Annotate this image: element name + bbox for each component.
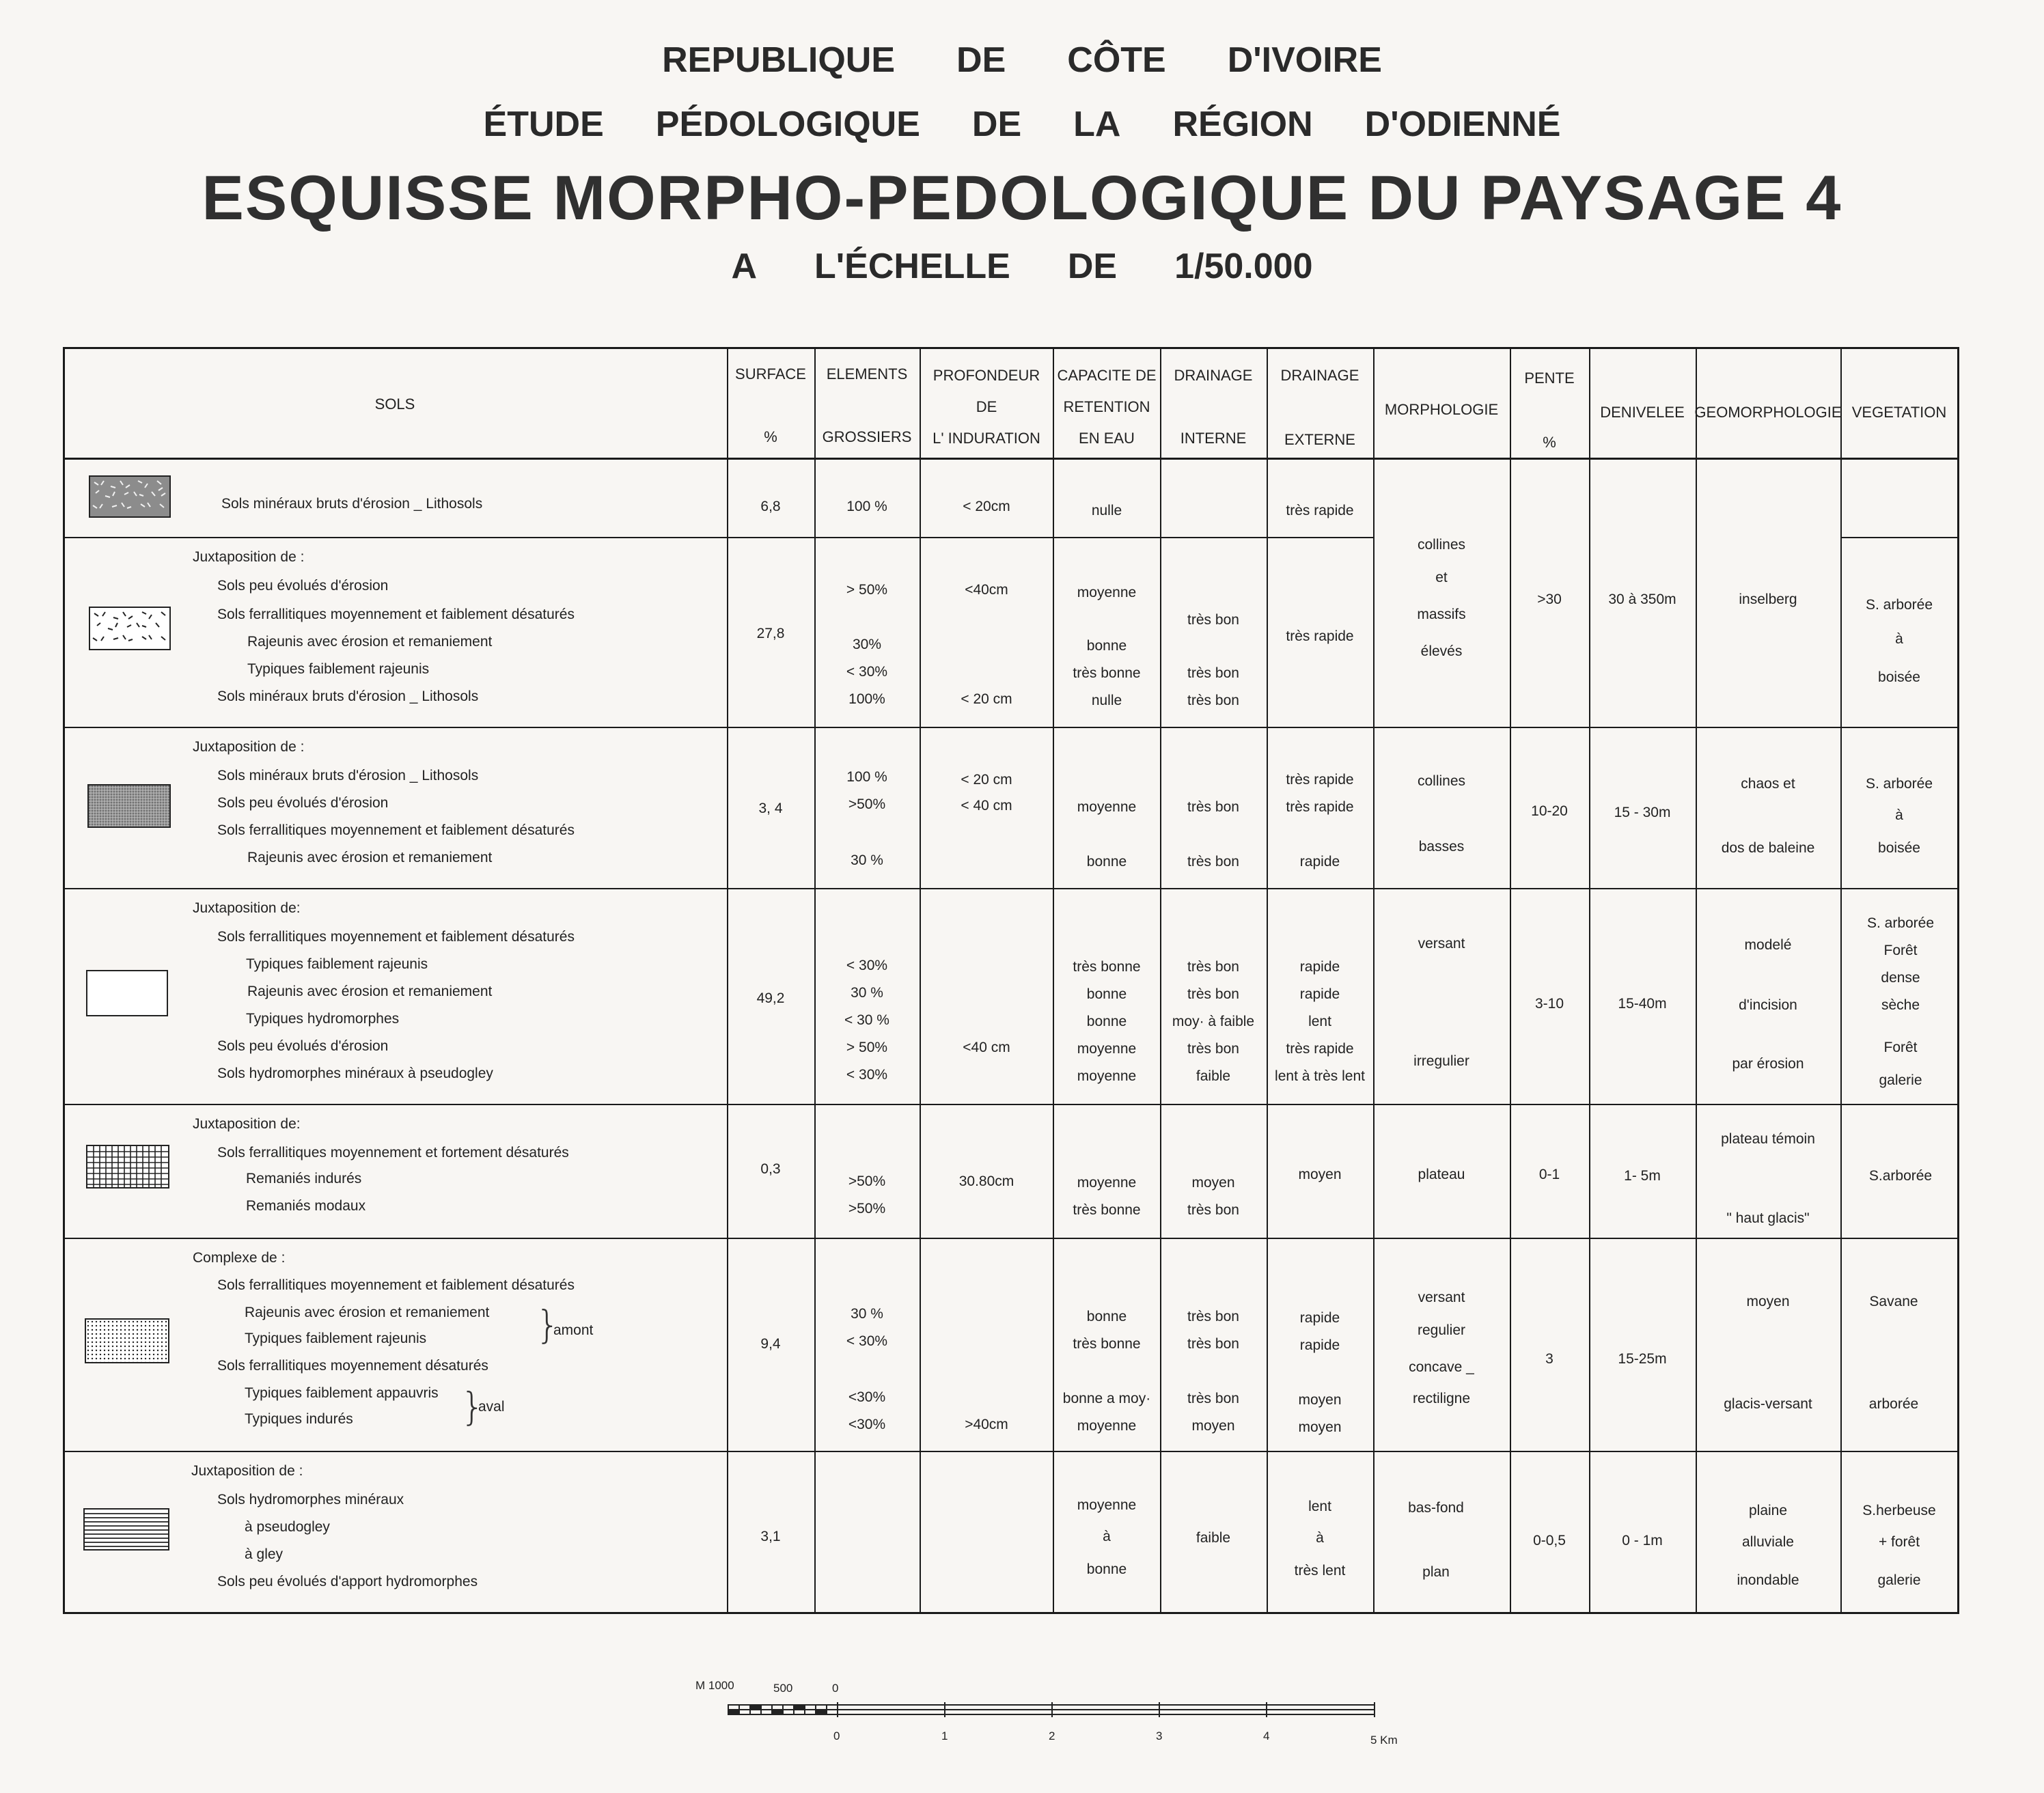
row7-soil-2: à pseudogley	[245, 1519, 330, 1535]
row2-geomorphologie: inselberg	[1739, 592, 1797, 607]
header-scale: A L'ÉCHELLE DE 1/50.000	[731, 247, 1313, 286]
header-pente: PENTE	[1524, 370, 1575, 387]
row3-denivelee: 15 - 30m	[1614, 805, 1671, 820]
row7-denivelee: 0 - 1m	[1622, 1533, 1663, 1548]
row6-vegetation-1: arborée	[1868, 1396, 1919, 1412]
header-profondeur: PROFONDEUR	[933, 367, 1040, 384]
row3-vegetation-0: S. arborée	[1865, 776, 1933, 792]
row4-morphologie-1: irregulier	[1413, 1053, 1469, 1069]
row5-drainage-externe: moyen	[1298, 1167, 1342, 1182]
row4-capacite-0: très bonne	[1073, 959, 1141, 975]
row4-elements-4: < 30%	[846, 1067, 888, 1083]
row6-capacite-1: très bonne	[1073, 1336, 1141, 1352]
row2-drainage-externe: très rapide	[1286, 628, 1354, 644]
header-pente-unit: %	[1543, 434, 1556, 451]
row5-capacite-1: très bonne	[1073, 1202, 1141, 1218]
row4-denivelee: 15-40m	[1618, 996, 1667, 1012]
row3-capacite-1: bonne	[1086, 854, 1127, 870]
row3-soil-1: Sols minéraux bruts d'érosion _ Lithosols	[217, 768, 479, 783]
row4-drainage-interne-1: très bon	[1187, 986, 1239, 1002]
row6-soil-0: Complexe de :	[193, 1250, 286, 1266]
row5-soil-1: Sols ferrallitiques moyennement et fortement désaturés	[217, 1145, 569, 1160]
scale-bar	[727, 1702, 1377, 1729]
header-denivelee: DENIVELEE	[1600, 404, 1685, 421]
legend-swatch-lithosols	[89, 475, 171, 518]
row5-denivelee: 1- 5m	[1624, 1168, 1661, 1184]
row7-drainage-externe-1: à	[1316, 1530, 1324, 1546]
row2-soil-2: Sols ferrallitiques moyennement et faiblement désaturés	[217, 607, 575, 622]
row7-drainage-externe-2: très lent	[1294, 1563, 1346, 1579]
row5-pente: 0-1	[1538, 1167, 1560, 1182]
legend-swatch-dense-stipple	[87, 784, 171, 828]
row7-capacite-0: moyenne	[1077, 1497, 1137, 1513]
row6-elements-1: < 30%	[846, 1333, 888, 1349]
brace-aval: }	[460, 1385, 485, 1430]
row7-drainage-interne: faible	[1196, 1530, 1231, 1546]
row2-soil-3: Rajeunis avec érosion et remaniement	[247, 634, 493, 650]
legend-swatch-dotted	[85, 1318, 169, 1363]
row3-morphologie-0: collines	[1417, 773, 1466, 789]
row5-soil-0: Juxtaposition de:	[193, 1116, 301, 1132]
row7-drainage-externe-0: lent	[1308, 1499, 1331, 1514]
row6-geomorphologie-0: moyen	[1746, 1294, 1790, 1309]
row1-drainage-externe: très rapide	[1286, 503, 1354, 518]
row6-elements-0: 30 %	[851, 1306, 883, 1322]
scale-label-500: 500	[773, 1682, 793, 1695]
row4-soil-6: Sols hydromorphes minéraux à pseudogley	[217, 1066, 493, 1081]
row6-surface: 9,4	[760, 1336, 781, 1352]
row6-drainage-interne-3: moyen	[1191, 1418, 1235, 1434]
row2-soil-5: Sols minéraux bruts d'érosion _ Lithosols	[217, 689, 479, 704]
scale-label-0-top: 0	[832, 1682, 839, 1695]
row5-geomorphologie-1: " haut glacis"	[1726, 1210, 1810, 1226]
row2-drainage-interne-0: très bon	[1187, 612, 1239, 628]
row2-elements-1: 30%	[852, 637, 882, 652]
row4-geomorphologie-1: d'incision	[1739, 997, 1797, 1013]
header-geomorphologie: GEOMORPHOLOGIE	[1694, 404, 1842, 421]
row4-elements-2: < 30 %	[844, 1012, 889, 1028]
scale-label-1000: M 1000	[695, 1679, 734, 1692]
row3-geomorphologie-0: chaos et	[1741, 776, 1795, 792]
row4-geomorphologie-0: modelé	[1744, 937, 1792, 953]
row6-morphologie-2: concave _	[1409, 1359, 1474, 1375]
header-elements-2: GROSSIERS	[822, 428, 912, 445]
row4-surface: 49,2	[756, 990, 785, 1006]
row4-vegetation-4: Forêt	[1883, 1040, 1918, 1055]
row5-soil-3: Remaniés modaux	[246, 1198, 366, 1214]
row3-soil-4: Rajeunis avec érosion et remaniement	[247, 850, 493, 865]
row2-elements-2: < 30%	[846, 664, 888, 680]
row4-drainage-externe-0: rapide	[1299, 959, 1340, 975]
row3-drainage-externe-0: très rapide	[1286, 772, 1354, 788]
row4-vegetation-5: galerie	[1879, 1072, 1922, 1088]
row4-capacite-3: moyenne	[1077, 1041, 1137, 1057]
row4-drainage-externe-3: très rapide	[1286, 1041, 1354, 1057]
scale-label-1: 1	[941, 1729, 948, 1742]
row1-elements: 100 %	[846, 499, 887, 514]
row3-geomorphologie-1: dos de baleine	[1721, 840, 1815, 856]
row7-vegetation-1: + forêt	[1878, 1534, 1920, 1550]
row6-morphologie-1: regulier	[1417, 1322, 1466, 1338]
row6-drainage-externe-2: moyen	[1298, 1392, 1342, 1408]
row5-profondeur: 30.80cm	[958, 1173, 1014, 1189]
brace-amont: }	[536, 1303, 560, 1348]
row6-drainage-externe-1: rapide	[1299, 1337, 1340, 1353]
row6-capacite-0: bonne	[1086, 1309, 1127, 1324]
row2-surface: 27,8	[756, 626, 785, 641]
row5-capacite-0: moyenne	[1077, 1175, 1137, 1191]
row1-profondeur: < 20cm	[963, 499, 1010, 514]
row7-vegetation-0: S.herbeuse	[1862, 1503, 1936, 1518]
page-title: ESQUISSE MORPHO-PEDOLOGIQUE DU PAYSAGE 4	[202, 163, 1842, 233]
row5-soil-2: Remaniés indurés	[246, 1171, 362, 1186]
row4-drainage-externe-1: rapide	[1299, 986, 1340, 1002]
row6-elements-3: <30%	[848, 1417, 886, 1432]
row3-soil-3: Sols ferrallitiques moyennement et faiblement désaturés	[217, 822, 575, 838]
row6-profondeur: >40cm	[965, 1417, 1008, 1432]
row6-drainage-interne-1: très bon	[1187, 1336, 1239, 1352]
row6-drainage-interne-0: très bon	[1187, 1309, 1239, 1324]
row4-geomorphologie-2: par érosion	[1732, 1056, 1804, 1072]
row6-morphologie-0: versant	[1418, 1290, 1465, 1305]
row6-soil-5: Typiques faiblement appauvris	[245, 1385, 439, 1401]
row12-morphologie-2: et	[1435, 570, 1448, 585]
header-drainage-interne: DRAINAGE	[1174, 367, 1253, 384]
row5-elements-0: >50%	[848, 1173, 886, 1189]
row3-vegetation-2: boisée	[1878, 840, 1920, 856]
row2-drainage-interne-2: très bon	[1187, 693, 1239, 708]
row7-morphologie-1: plan	[1422, 1564, 1450, 1580]
row4-morphologie-0: versant	[1418, 936, 1465, 951]
header-surface-unit: %	[764, 428, 777, 445]
row7-vegetation-2: galerie	[1877, 1572, 1921, 1588]
row6-aval: aval	[478, 1399, 505, 1415]
row4-capacite-2: bonne	[1086, 1014, 1127, 1029]
row4-soil-2: Typiques faiblement rajeunis	[246, 956, 428, 972]
header-profondeur-2: DE	[976, 398, 997, 415]
row4-elements-3: > 50%	[846, 1040, 888, 1055]
row6-drainage-externe-3: moyen	[1298, 1419, 1342, 1435]
row2-soil-4: Typiques faiblement rajeunis	[247, 661, 430, 677]
scale-label-5km: 5 Km	[1370, 1734, 1398, 1747]
row7-geomorphologie-2: inondable	[1737, 1572, 1799, 1588]
row2-pente: >30	[1537, 592, 1562, 607]
row7-geomorphologie-0: plaine	[1748, 1503, 1788, 1518]
header-drainage-interne-2: INTERNE	[1180, 430, 1247, 447]
row1-capacite: nulle	[1091, 503, 1122, 518]
row7-morphologie-0: bas-fond	[1408, 1500, 1464, 1516]
soil-table	[63, 347, 1959, 1613]
header-capacite: CAPACITE DE	[1057, 367, 1157, 384]
scale-label-4: 4	[1263, 1729, 1270, 1742]
row6-capacite-3: moyenne	[1077, 1418, 1137, 1434]
header-profondeur-3: L' INDURATION	[933, 430, 1040, 447]
row1-surface: 6,8	[760, 499, 781, 514]
row6-soil-2: Rajeunis avec érosion et remaniement	[245, 1305, 490, 1320]
row3-elements-0: 100 %	[846, 769, 887, 785]
row7-capacite-1: à	[1103, 1529, 1111, 1544]
row4-drainage-interne-4: faible	[1196, 1068, 1231, 1084]
row3-vegetation-1: à	[1895, 807, 1903, 823]
row6-soil-4: Sols ferrallitiques moyennement désaturés	[217, 1358, 488, 1374]
row3-elements-1: >50%	[848, 796, 886, 812]
row7-geomorphologie-1: alluviale	[1742, 1534, 1794, 1550]
row6-drainage-externe-0: rapide	[1299, 1310, 1340, 1326]
row5-morphologie: plateau	[1418, 1167, 1465, 1182]
row2-capacite-2: très bonne	[1073, 665, 1141, 681]
row4-profondeur: <40 cm	[963, 1040, 1010, 1055]
row2-capacite-0: moyenne	[1077, 585, 1137, 600]
row3-drainage-interne-0: très bon	[1187, 799, 1239, 815]
row4-drainage-externe-4: lent à très lent	[1275, 1068, 1365, 1084]
row4-soil-0: Juxtaposition de:	[193, 900, 301, 916]
row5-surface: 0,3	[760, 1161, 781, 1177]
header-surface: SURFACE	[735, 365, 806, 383]
row6-pente: 3	[1545, 1351, 1553, 1367]
header-drainage-externe: DRAINAGE	[1280, 367, 1359, 384]
row3-drainage-interne-1: très bon	[1187, 854, 1239, 870]
row7-soil-1: Sols hydromorphes minéraux	[217, 1492, 404, 1507]
row12-morphologie-4: élevés	[1420, 643, 1463, 659]
row3-profondeur-1: < 40 cm	[961, 798, 1012, 814]
header-capacite-2: RETENTION	[1063, 398, 1150, 415]
row4-soil-5: Sols peu évolués d'érosion	[217, 1038, 389, 1054]
row6-soil-3: Typiques faiblement rajeunis	[245, 1331, 427, 1346]
row2-drainage-interne-1: très bon	[1187, 665, 1239, 681]
row3-drainage-externe-2: rapide	[1299, 854, 1340, 870]
row4-drainage-externe-2: lent	[1308, 1014, 1331, 1029]
header-elements: ELEMENTS	[826, 365, 908, 383]
row6-vegetation-0: Savane	[1869, 1294, 1918, 1309]
row2-soil-0: Juxtaposition de :	[193, 549, 305, 565]
header-republic: REPUBLIQUE DE CÔTE D'IVOIRE	[662, 40, 1382, 80]
row7-capacite-2: bonne	[1086, 1561, 1127, 1577]
row7-soil-0: Juxtaposition de :	[191, 1463, 303, 1479]
row2-denivelee: 30 à 350m	[1608, 592, 1676, 607]
row2-elements-3: 100%	[848, 691, 885, 707]
row2-elements-0: > 50%	[846, 582, 888, 598]
row6-drainage-interne-2: très bon	[1187, 1391, 1239, 1406]
row4-pente: 3-10	[1534, 996, 1564, 1012]
header-morphologie: MORPHOLOGIE	[1384, 401, 1499, 418]
row2-vegetation-2: boisée	[1878, 669, 1920, 685]
row2-soil-1: Sols peu évolués d'érosion	[217, 578, 389, 594]
row4-elements-1: 30 %	[851, 985, 883, 1001]
row3-morphologie-1: basses	[1418, 839, 1465, 854]
row4-capacite-4: moyenne	[1077, 1068, 1137, 1084]
row5-drainage-interne-1: très bon	[1187, 1202, 1239, 1218]
row6-amont: amont	[553, 1322, 594, 1338]
row3-soil-2: Sols peu évolués d'érosion	[217, 795, 389, 811]
row4-vegetation-2: dense	[1881, 970, 1920, 986]
row4-soil-3: Rajeunis avec érosion et remaniement	[247, 984, 493, 999]
row2-capacite-1: bonne	[1086, 638, 1127, 654]
row3-pente: 10-20	[1531, 803, 1568, 819]
header-vegetation: VEGETATION	[1851, 404, 1947, 421]
legend-swatch-horizontal-lines	[83, 1508, 169, 1551]
scale-label-0: 0	[833, 1729, 840, 1742]
header-drainage-externe-2: EXTERNE	[1284, 431, 1355, 448]
row2-profondeur-0: <40cm	[965, 582, 1008, 598]
row4-vegetation-3: sèche	[1881, 997, 1920, 1013]
row4-elements-0: < 30%	[846, 958, 888, 973]
legend-swatch-juxtaposition-erosion	[89, 607, 171, 650]
legend-swatch-grid	[86, 1145, 169, 1189]
row1-soil: Sols minéraux bruts d'érosion _ Lithosols	[221, 496, 483, 512]
row3-surface: 3, 4	[758, 801, 783, 816]
row6-elements-2: <30%	[848, 1389, 886, 1405]
row7-soil-4: Sols peu évolués d'apport hydromorphes	[217, 1574, 478, 1589]
row2-vegetation-1: à	[1895, 631, 1903, 647]
row4-vegetation-1: Forêt	[1883, 943, 1918, 958]
row4-vegetation-0: S. arborée	[1866, 915, 1935, 931]
row12-morphologie-3: massifs	[1417, 607, 1466, 622]
row4-drainage-interne-0: très bon	[1187, 959, 1239, 975]
row5-drainage-interne-0: moyen	[1191, 1175, 1235, 1191]
row6-capacite-2: bonne a moy·	[1062, 1391, 1151, 1406]
scale-label-2: 2	[1049, 1729, 1055, 1742]
row6-denivelee: 15-25m	[1618, 1351, 1667, 1367]
row7-surface: 3,1	[760, 1529, 781, 1544]
row2-vegetation-0: S. arborée	[1865, 597, 1933, 613]
row3-profondeur-0: < 20 cm	[961, 772, 1012, 788]
row3-elements-2: 30 %	[851, 852, 883, 868]
row6-geomorphologie-1: glacis-versant	[1724, 1396, 1812, 1412]
header-capacite-3: EN EAU	[1079, 430, 1135, 447]
row6-morphologie-3: rectiligne	[1412, 1391, 1471, 1406]
row5-vegetation: S.arborée	[1868, 1168, 1933, 1184]
row5-geomorphologie-0: plateau témoin	[1721, 1131, 1815, 1147]
row6-soil-1: Sols ferrallitiques moyennement et faiblement désaturés	[217, 1277, 575, 1293]
row12-morphologie-1: collines	[1417, 537, 1466, 553]
row3-drainage-externe-1: très rapide	[1286, 799, 1354, 815]
row5-elements-1: >50%	[848, 1201, 886, 1217]
row6-soil-6: Typiques indurés	[245, 1411, 353, 1427]
row4-capacite-1: bonne	[1086, 986, 1127, 1002]
row3-soil-0: Juxtaposition de :	[193, 739, 305, 755]
row4-soil-4: Typiques hydromorphes	[246, 1011, 400, 1027]
header-sols: SOLS	[374, 395, 415, 413]
row4-drainage-interne-2: moy· à faible	[1172, 1014, 1255, 1029]
row7-soil-3: à gley	[245, 1546, 284, 1562]
row3-capacite-0: moyenne	[1077, 799, 1137, 815]
header-etude: ÉTUDE PÉDOLOGIQUE DE LA RÉGION D'ODIENNÉ	[483, 105, 1561, 144]
row4-drainage-interne-3: très bon	[1187, 1041, 1239, 1057]
scale-label-3: 3	[1156, 1729, 1163, 1742]
legend-swatch-blank	[86, 970, 168, 1016]
row7-pente: 0-0,5	[1533, 1533, 1566, 1548]
row2-profondeur-1: < 20 cm	[961, 691, 1012, 707]
row4-soil-1: Sols ferrallitiques moyennement et faiblement désaturés	[217, 929, 575, 945]
row2-capacite-3: nulle	[1091, 693, 1122, 708]
